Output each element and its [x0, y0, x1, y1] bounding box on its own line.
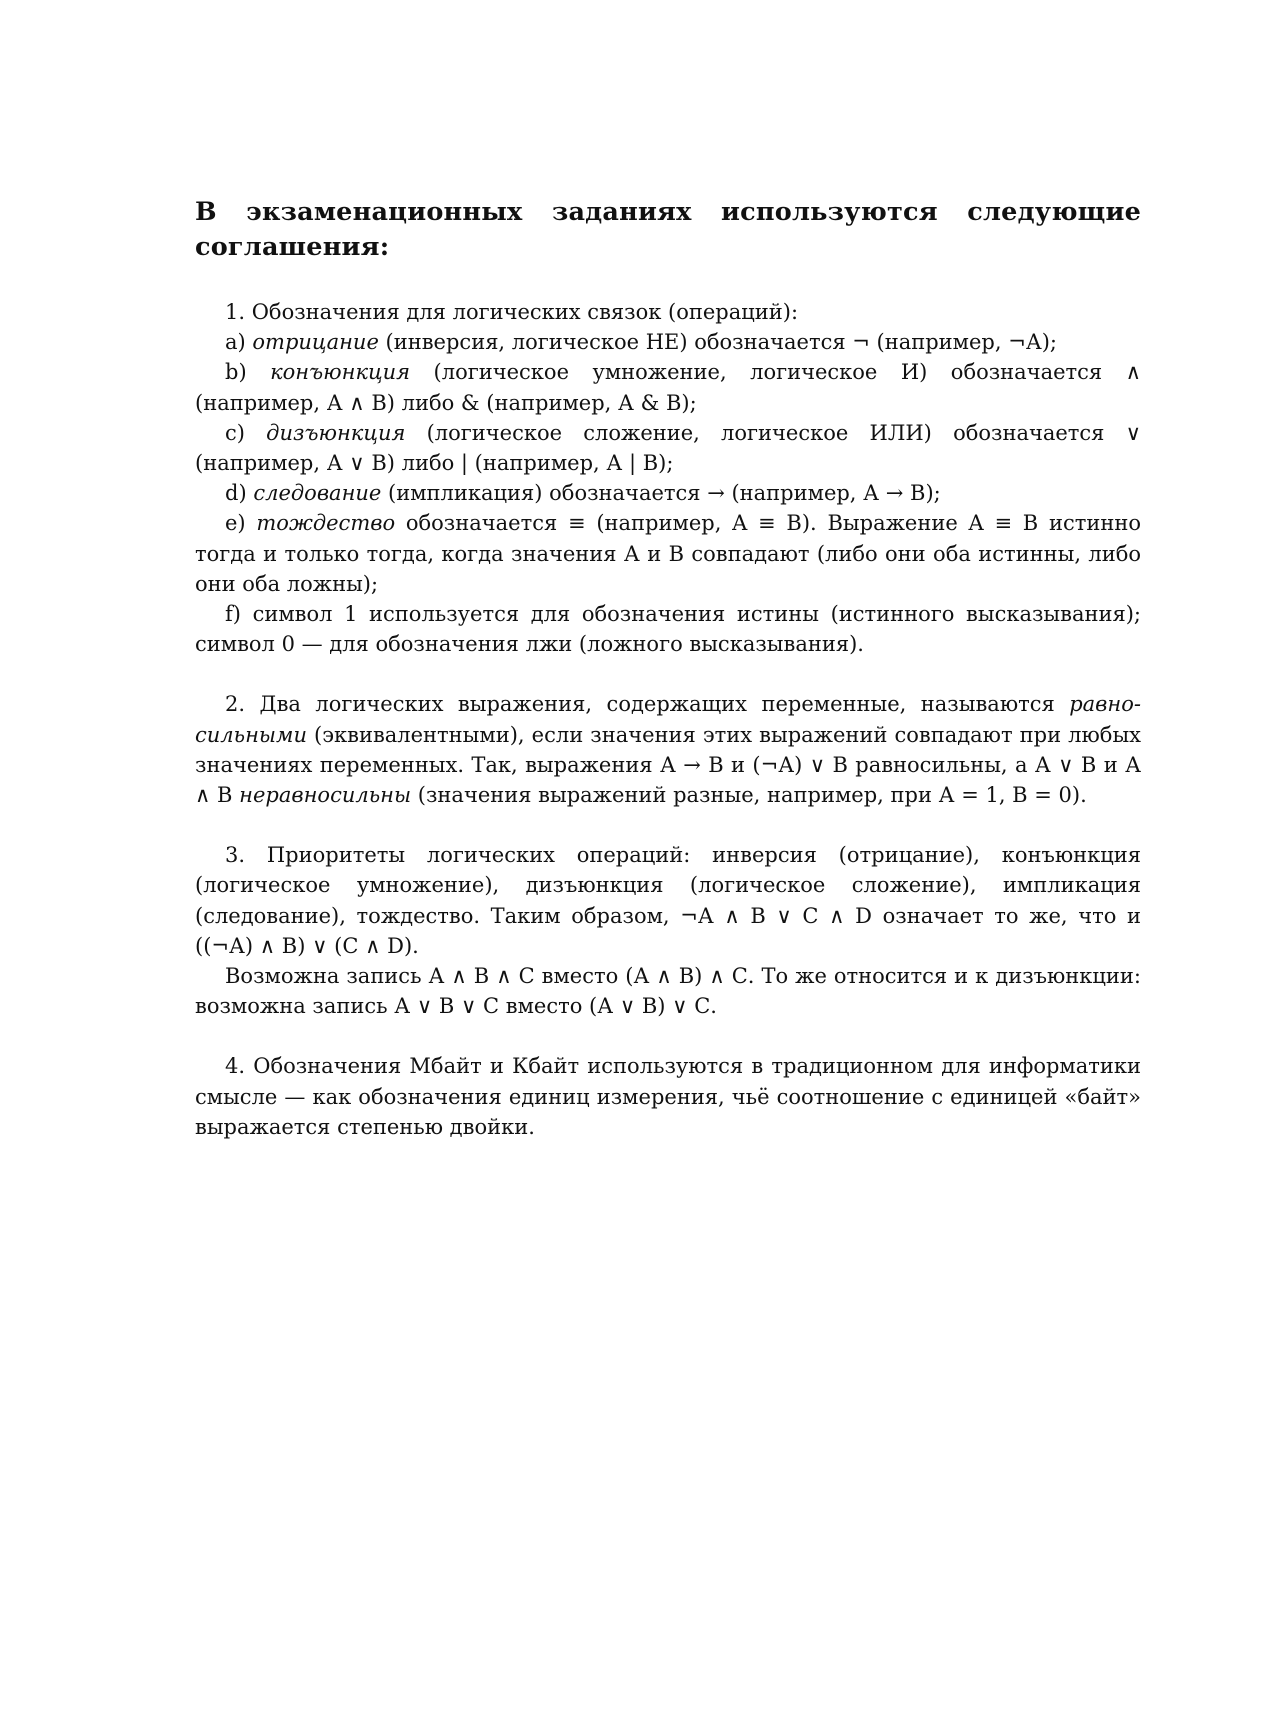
item-e-text: обозначается ≡ (например, A ≡ B). Выражение A ≡ B истинно тогда и только тогда, когда значения А и В совпадают (либо они оба истинны, либо они оба ложны); — [195, 511, 1142, 596]
item-a-text: (инверсия, логическое НЕ) обозначается ¬ (например, ¬А); — [378, 330, 1057, 355]
section-2-text — [195, 689, 1141, 810]
item-c-disjunction — [195, 418, 1141, 478]
section-3-priorities — [195, 840, 1141, 1021]
section-1-notation — [195, 297, 1141, 659]
item-f-truth-symbols: f) символ 1 используется для обозначения истины (истинного высказывания); символ 0 — для обозначения лжи (ложного высказывания). — [195, 602, 1141, 657]
section-2-post: (значения выражений разные, например, при А = 1, В = 0). — [411, 783, 1087, 808]
item-e-marker: e) — [225, 511, 257, 536]
item-c-marker: c) — [225, 420, 267, 445]
item-a-term: отрицание — [252, 330, 379, 355]
page-title: В экзаменационных заданиях используются следующие соглашения: — [195, 197, 1141, 262]
item-e-equivalence — [195, 508, 1141, 599]
section-2-term-nonequivalent: неравносильны — [239, 783, 412, 808]
item-c-text: (логическое сложение, логическое ИЛИ) обозначается ∨ (например, А ∨ В) либо | (например, А | В); — [195, 420, 1141, 476]
item-e-term: тождество — [256, 511, 396, 536]
item-c-term: дизъюнкция — [266, 420, 406, 445]
section-2-mid: (эквивалентными), если значения этих выражений совпадают при любых значениях переменных. Так, выражения А → В и (¬А) ∨ В равносильны, а А ∨ В и А ∧ В — [195, 722, 1141, 808]
item-b-text: (логическое умножение, логическое И) обозначается ∧ (например, А ∧ В) либо & (например, А & В); — [195, 360, 1141, 415]
item-b-marker: b) — [225, 360, 271, 385]
item-b-term: конъюнкция — [270, 360, 411, 385]
item-a-marker: a) — [225, 330, 253, 355]
section-4-text: 4. Обозначения Мбайт и Кбайт используются в традиционном для информатики смысле — как обозначения единиц измерения, чьё соотношение с единицей «байт» выражается степенью двойки. — [195, 1054, 1141, 1139]
section-2-term-equivalent: равносильными — [195, 692, 1141, 747]
section-4-units — [195, 1051, 1141, 1142]
item-d-text: (импликация) обозначается → (например, А → В); — [381, 481, 941, 506]
section-3-text: 3. Приоритеты логических операций: инверсия (отрицание), конъюнкция (логическое умножение), дизъюнкция (логическое сложение), импликация (следование), тождество. Таким образом, ¬А ∧ В ∨ С ∧ D означает то же, что и ((¬А) ∧ В) ∨ (С ∧ D). — [195, 843, 1141, 958]
item-d-implication — [195, 478, 1141, 508]
section-1-intro: 1. Обозначения для логических связок (операций): — [225, 300, 799, 324]
item-d-term: следование — [253, 481, 382, 506]
page-content — [195, 195, 1141, 1172]
section-2-pre: 2. Два логических выражения, содержащих переменные, называются — [225, 692, 1070, 717]
item-b-conjunction — [195, 357, 1141, 417]
section-2-equivalence — [195, 689, 1141, 810]
section-3-note: Возможна запись А ∧ В ∧ С вместо (А ∧ В) ∧ С. То же относится и к дизъюнкции: возможна запись А ∨ В ∨ С вместо (А ∨ В) ∨ С. — [195, 964, 1141, 1019]
item-d-marker: d) — [225, 481, 254, 506]
item-a-negation — [195, 327, 1141, 357]
